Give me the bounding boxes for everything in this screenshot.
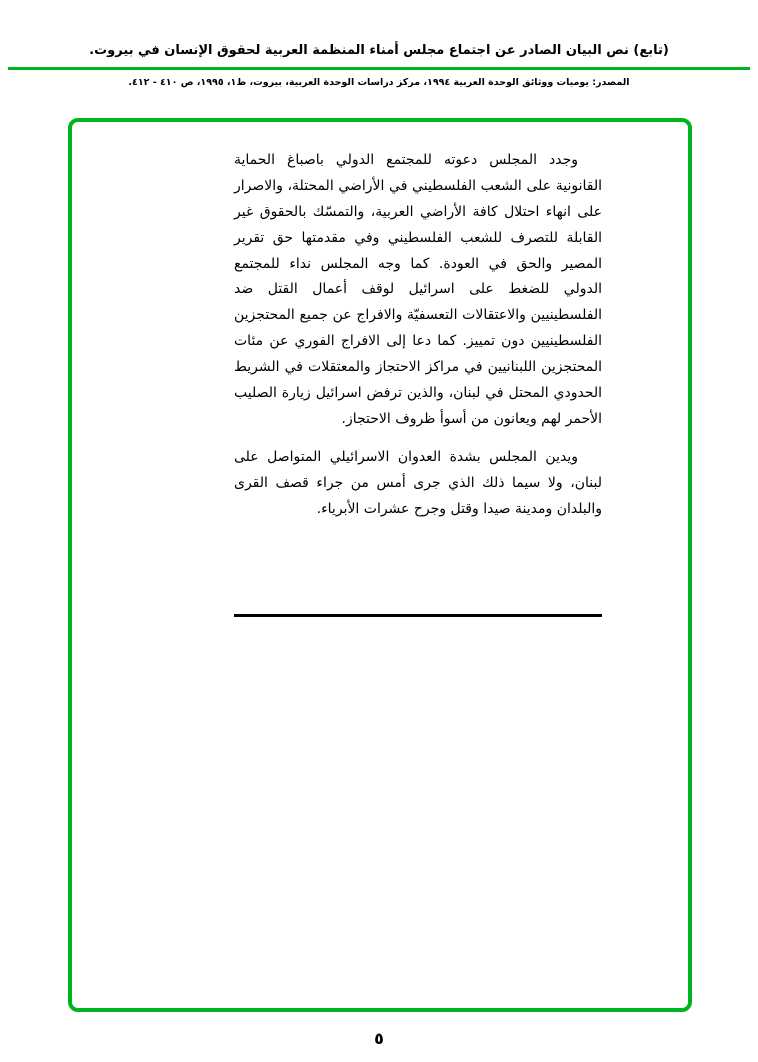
page-header [0, 0, 758, 88]
body-paragraph-2: ويدين المجلس بشدة العدوان الاسرائيلي المتواصل على لبنان، ولا سيما ذلك الذي جرى أمس من جراء قصف القرى والبلدان ومدينة صيدا وقتل وجرح عشرات الأبرياء. [234, 448, 602, 517]
page-title: (تابع) نص البيان الصادر عن اجتماع مجلس أمناء المنظمة العربية لحقوق الإنسان في بيروت. [89, 43, 669, 58]
section-divider [234, 614, 602, 617]
content-border-box [68, 118, 692, 1012]
page-number: ٥ [374, 1029, 384, 1048]
body-paragraph-1: وجدد المجلس دعوته للمجتمع الدولي باصباغ الحماية القانونية على الشعب الفلسطيني في الأراضي المحتلة، والاصرار على انهاء احتلال كافة الأراضي العربية، والتمسّك بالحقوق غير القابلة للتصرف للشعب الفلسطيني وفي مقدمتها حق تقرير المصير والحق في العودة. كما وجه المجلس نداء للمجتمع الدولي للضغط على اسرائيل لوقف أعمال القتل ضد الفلسطينيين والاعتقالات التعسفيّة والافراج عن جميع المحتجزين الفلسطينيين دون تمييز. كما دعا إلى الافراج الفوري عن مئات المحتجزين اللبنانيين في مراكز الاحتجاز والمعتقلات في الشريط الحدودي المحتل في لبنان، والذين ترفض اسرائيل زيارة الصليب الأحمر لهم ويعانون من أسوأ ظروف الاحتجاز. [234, 152, 602, 427]
source-citation: المصدر: يوميات ووثائق الوحدة العربية ١٩٩٤، مركز دراسات الوحدة العربية، بيروت، ط١، ١٩٩٥، ص ٤١٠ - ٤١٢. [128, 76, 630, 88]
header-divider [8, 67, 750, 70]
body-text-column [234, 148, 602, 617]
